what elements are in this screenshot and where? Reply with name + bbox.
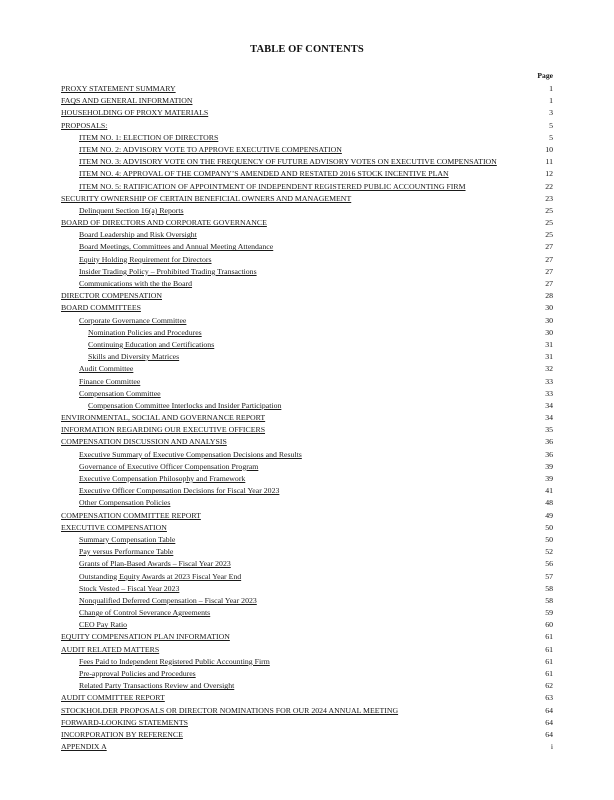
toc-entry-link[interactable]: CEO Pay Ratio xyxy=(79,620,128,630)
toc-entry-page-number: 64 xyxy=(545,717,553,727)
toc-entry-page-number: 61 xyxy=(545,669,553,678)
toc-entry-link[interactable]: Compensation Committee xyxy=(79,388,161,398)
toc-entry-page-number: 39 xyxy=(545,474,553,483)
toc-entry[interactable] xyxy=(61,558,553,570)
toc-entry[interactable] xyxy=(61,571,553,583)
toc-entry-link[interactable]: BOARD COMMITTEES xyxy=(61,303,141,313)
toc-entry-link[interactable]: Skills and Diversity Matrices xyxy=(88,352,180,362)
toc-entry-link[interactable]: AUDIT RELATED MATTERS xyxy=(61,644,160,654)
toc-entry-link[interactable]: Executive Officer Compensation Decisions for Fiscal Year 2023 xyxy=(79,486,280,496)
toc-entry[interactable] xyxy=(61,692,553,704)
toc-entry-page-number: 41 xyxy=(545,486,553,496)
toc-entry[interactable] xyxy=(61,107,553,119)
toc-entry-link[interactable]: Stock Vested – Fiscal Year 2023 xyxy=(79,583,180,593)
toc-entry[interactable] xyxy=(61,363,553,375)
toc-entry-link[interactable]: FORWARD-LOOKING STATEMENTS xyxy=(61,717,188,727)
toc-entry[interactable] xyxy=(61,327,553,339)
toc-entry-link[interactable]: Compensation Committee Interlocks and Insider Participation xyxy=(88,400,282,410)
toc-entry-page-number: 33 xyxy=(545,376,553,386)
toc-entry-link[interactable]: Related Party Transactions Review and Oversight xyxy=(79,681,235,691)
toc-entry-page-number: 64 xyxy=(545,729,553,739)
toc-entry-link[interactable]: INCORPORATION BY REFERENCE xyxy=(61,729,183,739)
toc-entry-link[interactable]: Audit Committee xyxy=(79,364,134,374)
toc-entry-page-number: 61 xyxy=(545,644,553,654)
toc-entry-page-number: 36 xyxy=(545,449,553,459)
toc-entry-link[interactable]: PROXY STATEMENT SUMMARY xyxy=(61,84,176,93)
toc-entry-link[interactable]: EQUITY COMPENSATION PLAN INFORMATION xyxy=(61,632,230,642)
toc-entry-page-number: 39 xyxy=(545,461,553,471)
toc-entry[interactable] xyxy=(61,473,553,485)
page-title: TABLE OF CONTENTS xyxy=(250,44,364,55)
toc-entry[interactable] xyxy=(61,631,553,643)
toc-entry-page-number: 25 xyxy=(545,218,553,228)
toc-entry-page-number: 35 xyxy=(545,425,553,435)
toc-entry[interactable] xyxy=(61,656,553,668)
toc-entry[interactable] xyxy=(61,644,553,656)
toc-entry-page-number: 23 xyxy=(545,193,553,203)
toc-entry[interactable] xyxy=(61,449,553,461)
toc-entry[interactable] xyxy=(61,120,553,132)
toc-entry-page-number: 34 xyxy=(545,413,553,423)
toc-entry-link[interactable]: Governance of Executive Officer Compensation Program xyxy=(79,461,259,471)
toc-entry-link[interactable]: PROPOSALS: xyxy=(61,120,108,130)
toc-entry[interactable] xyxy=(61,217,553,229)
toc-entry-page-number: i xyxy=(550,742,553,752)
toc-entry-link[interactable]: Nomination Policies and Procedures xyxy=(88,327,202,337)
toc-entry-link[interactable]: Outstanding Equity Awards at 2023 Fiscal Year End xyxy=(79,571,242,581)
toc-entry[interactable] xyxy=(61,181,553,193)
toc-entry-link[interactable]: INFORMATION REGARDING OUR EXECUTIVE OFFICERS xyxy=(61,425,266,435)
toc-entry-link[interactable]: COMPENSATION DISCUSSION AND ANALYSIS xyxy=(61,437,227,447)
toc-entry-page-number: 48 xyxy=(545,498,553,508)
toc-entry[interactable] xyxy=(61,461,553,473)
toc-entry-page-number: 34 xyxy=(545,400,553,410)
toc-entry-page-number: 25 xyxy=(545,230,553,240)
toc-entry-page-number: 27 xyxy=(545,242,553,252)
toc-entry-link[interactable]: Other Compensation Policies xyxy=(79,498,171,508)
toc-entry-link[interactable]: BOARD OF DIRECTORS AND CORPORATE GOVERNANCE xyxy=(61,218,267,228)
toc-entry[interactable] xyxy=(61,229,553,241)
toc-entry-page-number: 62 xyxy=(545,681,553,691)
toc-entry-page-number: 27 xyxy=(545,266,553,276)
toc-entry-page-number: 28 xyxy=(545,291,553,301)
toc-entry-page-number: 1 xyxy=(549,84,553,93)
toc-entry-link[interactable]: Fees Paid to Independent Registered Public Accounting Firm xyxy=(79,656,270,666)
toc-entry[interactable] xyxy=(61,132,553,144)
toc-entry[interactable] xyxy=(61,497,553,509)
toc-entry-link[interactable]: Continuing Education and Certifications xyxy=(88,339,215,349)
toc-entry[interactable] xyxy=(61,583,553,595)
toc-entry-page-number: 10 xyxy=(545,144,553,154)
toc-entry[interactable] xyxy=(61,412,553,424)
toc-entry-link[interactable]: Executive Compensation Philosophy and Framework xyxy=(79,474,246,483)
toc-entry-page-number: 36 xyxy=(545,437,553,447)
toc-entry[interactable] xyxy=(61,168,553,180)
toc-entry-link[interactable]: Change of Control Severance Agreements xyxy=(79,608,211,618)
toc-entry[interactable] xyxy=(61,717,553,729)
toc-entry-link[interactable]: ITEM NO. 4: APPROVAL OF THE COMPANY’S AMENDED AND RESTATED 2016 STOCK INCENTIVE PLAN xyxy=(79,169,449,179)
toc-entry[interactable] xyxy=(61,729,553,741)
toc-entry-link[interactable]: ITEM NO. 5: RATIFICATION OF APPOINTMENT OF INDEPENDENT REGISTERED PUBLIC ACCOUNTING FIRM xyxy=(79,181,466,191)
toc-entry-page-number: 33 xyxy=(545,388,553,398)
toc-entry-link[interactable]: EXECUTIVE COMPENSATION xyxy=(61,522,167,532)
toc-entry-link[interactable]: Finance Committee xyxy=(79,376,141,386)
toc-entry-link[interactable]: AUDIT COMMITTEE REPORT xyxy=(61,693,165,703)
toc-entry-page-number: 59 xyxy=(545,608,553,618)
toc-entry-link[interactable]: Communications with the the Board xyxy=(79,279,193,288)
toc-entry-page-number: 5 xyxy=(549,132,553,142)
toc-entry[interactable] xyxy=(61,424,553,436)
toc-entry-page-number: 56 xyxy=(545,559,553,569)
toc-entry-link[interactable]: ENVIRONMENTAL, SOCIAL AND GOVERNANCE REPORT xyxy=(61,413,266,423)
toc-entry-link[interactable]: Delinquent Section 16(a) Reports xyxy=(79,205,184,215)
toc-entry-link[interactable]: Equity Holding Requirement for Directors xyxy=(79,254,212,264)
toc-entry-page-number: 31 xyxy=(545,339,553,349)
toc-entry[interactable] xyxy=(61,205,553,217)
toc-entry[interactable] xyxy=(61,388,553,400)
toc-entry-page-number: 5 xyxy=(549,120,553,130)
toc-entry-link[interactable]: Board Meetings, Committees and Annual Meeting Attendance xyxy=(79,242,274,252)
toc-entry-link[interactable]: Insider Trading Policy – Prohibited Trading Transactions xyxy=(79,266,257,276)
toc-entry[interactable] xyxy=(61,241,553,253)
toc-entry-link[interactable]: COMPENSATION COMMITTEE REPORT xyxy=(61,510,201,520)
toc-entry[interactable] xyxy=(61,302,553,314)
toc-entry[interactable] xyxy=(61,95,553,107)
toc-entry-link[interactable]: Grants of Plan-Based Awards – Fiscal Year 2023 xyxy=(79,559,231,569)
toc-entry-page-number: 58 xyxy=(545,583,553,593)
toc-entry-link[interactable]: DIRECTOR COMPENSATION xyxy=(61,291,163,301)
toc-entry-link[interactable]: Pay versus Performance Table xyxy=(79,547,174,557)
toc-entry[interactable] xyxy=(61,705,553,717)
toc-entry-page-number: 27 xyxy=(545,279,553,288)
toc-entry-page-number: 3 xyxy=(549,108,553,118)
toc-entry[interactable] xyxy=(61,668,553,680)
toc-entry-page-number: 25 xyxy=(545,205,553,215)
toc-entry-page-number: 1 xyxy=(549,96,553,106)
toc-entry-page-number: 58 xyxy=(545,595,553,605)
toc-entry[interactable] xyxy=(61,144,553,156)
toc-entry[interactable] xyxy=(61,83,553,95)
toc-entry-page-number: 60 xyxy=(545,620,553,630)
toc-entry[interactable] xyxy=(61,376,553,388)
toc-entry-page-number: 49 xyxy=(545,510,553,520)
toc-entry-page-number: 22 xyxy=(545,181,553,191)
toc-entry-page-number: 32 xyxy=(545,364,553,374)
toc-entry-page-number: 50 xyxy=(545,522,553,532)
toc-entry[interactable] xyxy=(61,595,553,607)
toc-entry-link[interactable]: HOUSEHOLDING OF PROXY MATERIALS xyxy=(61,108,209,118)
toc-entry-page-number: 50 xyxy=(545,534,553,544)
toc-entry-page-number: 57 xyxy=(545,571,553,581)
toc-entry-link[interactable]: ITEM NO. 3: ADVISORY VOTE ON THE FREQUENCY OF FUTURE ADVISORY VOTES ON EXECUTIVE COMPENSATION xyxy=(79,157,497,167)
table-of-contents xyxy=(61,83,553,753)
toc-entry[interactable] xyxy=(61,156,553,168)
toc-entry-page-number: 31 xyxy=(545,352,553,362)
toc-entry[interactable] xyxy=(61,680,553,692)
toc-entry[interactable] xyxy=(61,485,553,497)
toc-entry-page-number: 27 xyxy=(545,254,553,264)
toc-entry[interactable] xyxy=(61,290,553,302)
toc-entry[interactable] xyxy=(61,546,553,558)
toc-entry-page-number: 30 xyxy=(545,303,553,313)
toc-entry-link[interactable]: STOCKHOLDER PROPOSALS OR DIRECTOR NOMINATIONS FOR OUR 2024 ANNUAL MEETING xyxy=(61,705,399,715)
toc-entry-page-number: 12 xyxy=(545,169,553,179)
toc-entry[interactable] xyxy=(61,400,553,412)
toc-entry[interactable] xyxy=(61,436,553,448)
toc-entry-link[interactable]: Nonqualified Deferred Compensation – Fiscal Year 2023 xyxy=(79,595,257,605)
toc-entry-link[interactable]: Board Leadership and Risk Oversight xyxy=(79,230,197,240)
toc-entry-page-number: 61 xyxy=(545,656,553,666)
toc-entry-link[interactable]: Pre-approval Policies and Procedures xyxy=(79,669,196,678)
toc-entry-link[interactable]: SECURITY OWNERSHIP OF CERTAIN BENEFICIAL OWNERS AND MANAGEMENT xyxy=(61,193,352,203)
toc-entry-page-number: 30 xyxy=(545,315,553,325)
toc-entry-page-number: 61 xyxy=(545,632,553,642)
toc-entry-link[interactable]: ITEM NO. 2: ADVISORY VOTE TO APPROVE EXECUTIVE COMPENSATION xyxy=(79,144,342,154)
toc-entry-page-number: 11 xyxy=(545,157,553,167)
toc-entry[interactable] xyxy=(61,339,553,351)
toc-entry[interactable] xyxy=(61,278,553,290)
toc-entry-page-number: 63 xyxy=(545,693,553,703)
toc-entry-link[interactable]: ITEM NO. 1: ELECTION OF DIRECTORS xyxy=(79,132,219,142)
toc-entry[interactable] xyxy=(61,534,553,546)
toc-entry-page-number: 30 xyxy=(545,327,553,337)
toc-entry[interactable] xyxy=(61,254,553,266)
toc-entry-link[interactable]: Executive Summary of Executive Compensation Decisions and Results xyxy=(79,449,302,459)
toc-entry[interactable] xyxy=(61,522,553,534)
toc-entry-link[interactable]: APPENDIX A xyxy=(61,742,107,752)
toc-entry[interactable] xyxy=(61,741,553,753)
toc-entry[interactable] xyxy=(61,510,553,522)
toc-entry[interactable] xyxy=(61,351,553,363)
toc-entry[interactable] xyxy=(61,607,553,619)
toc-entry-page-number: 64 xyxy=(545,705,553,715)
toc-entry[interactable] xyxy=(61,193,553,205)
toc-entry[interactable] xyxy=(61,315,553,327)
toc-entry-page-number: 52 xyxy=(545,547,553,557)
toc-entry[interactable] xyxy=(61,266,553,278)
page-column-header: Page xyxy=(537,71,553,80)
toc-entry-link[interactable]: Summary Compensation Table xyxy=(79,534,176,544)
toc-entry-link[interactable]: FAQS AND GENERAL INFORMATION xyxy=(61,96,193,106)
toc-entry[interactable] xyxy=(61,619,553,631)
toc-entry-link[interactable]: Corporate Governance Committee xyxy=(79,315,187,325)
